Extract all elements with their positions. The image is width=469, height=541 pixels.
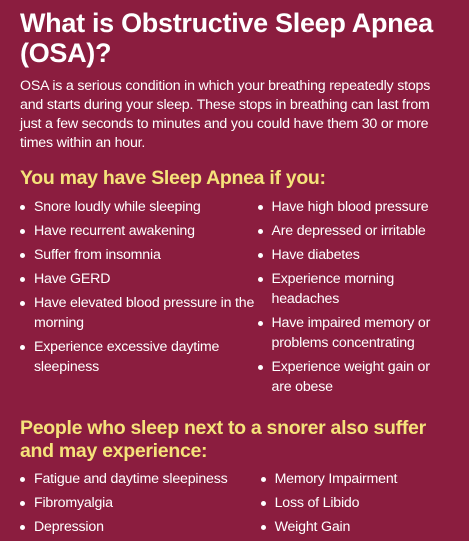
symptoms-list-right [258, 197, 453, 401]
list-item-text: Loss of Libido [274, 495, 360, 511]
partner-effects-list-right [261, 469, 453, 541]
bullet-icon [20, 501, 25, 506]
list-item [261, 469, 453, 489]
bullet-icon [20, 345, 25, 350]
list-item-text: Have GERD [34, 271, 111, 287]
bullet-icon [20, 301, 25, 306]
list-item [20, 469, 261, 489]
list-item [261, 493, 453, 513]
list-item-text: Experience excessive daytime sleepiness [34, 339, 220, 375]
list-item-text: Experience morning headaches [271, 271, 395, 307]
bullet-icon [20, 229, 25, 234]
list-item [20, 221, 258, 241]
bullet-icon [20, 525, 25, 530]
bullet-icon [258, 253, 263, 258]
symptoms-heading: You may have Sleep Apnea if you: [20, 167, 326, 189]
page-title: What is Obstructive Sleep Apnea (OSA)? [20, 8, 433, 68]
list-item [258, 269, 453, 309]
list-item [258, 221, 453, 241]
bullet-icon [258, 365, 263, 370]
bullet-icon [20, 277, 25, 282]
list-item [20, 293, 258, 333]
list-item [20, 493, 261, 513]
list-item-text: Have high blood pressure [271, 199, 429, 215]
list-item-text: Have impaired memory or problems concentrating [271, 315, 431, 351]
bullet-icon [261, 477, 266, 482]
intro-paragraph: OSA is a serious condition in which your breathing repeatedly stops and starts during your sleep. These stops in breathing can last from just a few seconds to minutes and you could have them 30 or more times within an hour. [20, 78, 431, 151]
list-item-text: Experience weight gain or are obese [271, 359, 430, 395]
list-item-text: Weight Gain [274, 519, 351, 535]
list-item-text: Have elevated blood pressure in the morning [34, 295, 255, 331]
list-item [258, 313, 453, 353]
bullet-icon [20, 477, 25, 482]
list-item [20, 337, 258, 377]
list-item [20, 269, 258, 289]
bullet-icon [20, 253, 25, 258]
list-item-text: Suffer from insomnia [34, 247, 161, 263]
partner-effects-list-left [20, 469, 261, 541]
list-item-text: Depression [34, 519, 104, 535]
list-item [20, 245, 258, 265]
bullet-icon [258, 321, 263, 326]
bullet-icon [261, 525, 266, 530]
list-item [258, 197, 453, 217]
partner-effects-heading: People who sleep next to a snorer also suffer and may experience: [20, 417, 426, 462]
list-item [258, 245, 453, 265]
list-item-text: Have diabetes [271, 247, 360, 263]
bullet-icon [258, 205, 263, 210]
list-item-text: Memory Impairment [274, 471, 398, 487]
list-item-text: Snore loudly while sleeping [34, 199, 201, 215]
partner-effects-columns [20, 469, 453, 541]
list-item-text: Have recurrent awakening [34, 223, 195, 239]
list-item [258, 357, 453, 397]
symptoms-columns [20, 197, 453, 401]
bullet-icon [261, 501, 266, 506]
list-item-text: Fatigue and daytime sleepiness [34, 471, 228, 487]
list-item [20, 517, 261, 537]
bullet-icon [258, 277, 263, 282]
list-item-text: Fibromyalgia [34, 495, 113, 511]
bullet-icon [20, 205, 25, 210]
list-item [20, 197, 258, 217]
list-item [261, 517, 453, 537]
symptoms-list-left [20, 197, 258, 401]
bullet-icon [258, 229, 263, 234]
list-item-text: Are depressed or irritable [271, 223, 426, 239]
